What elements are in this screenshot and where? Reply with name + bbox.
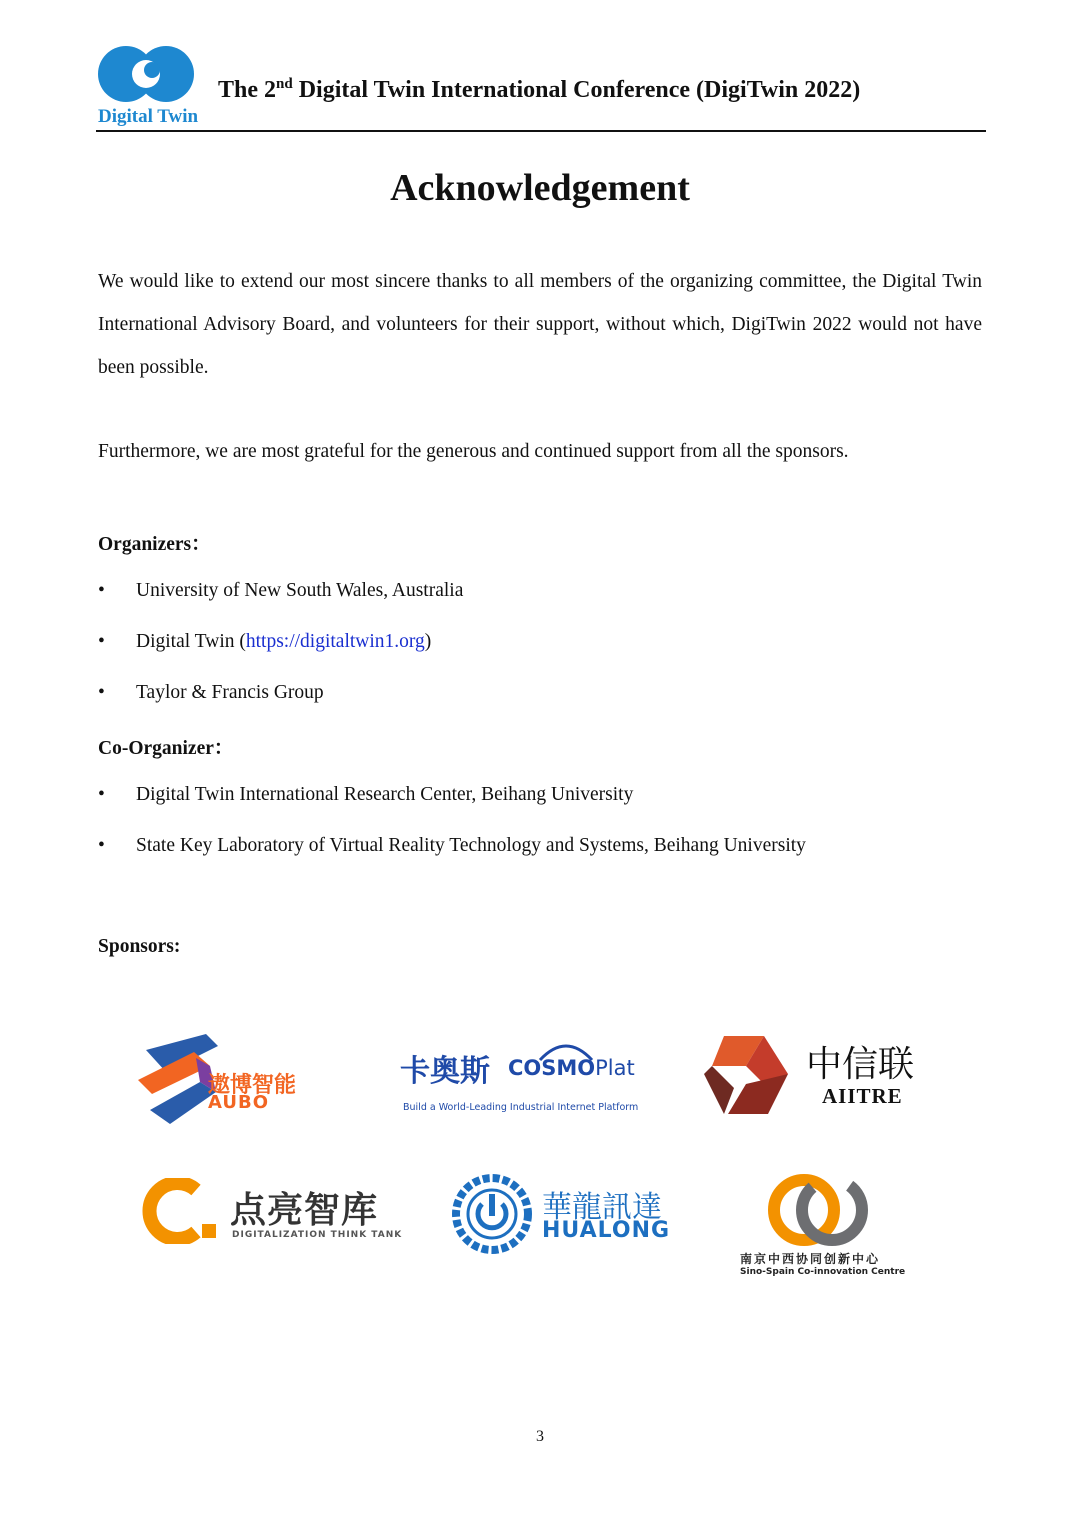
aiitre-logo — [704, 1036, 924, 1116]
sponsor-thanks-paragraph: Furthermore, we are most grateful for the generous and continued support from all the sponsors. — [98, 441, 849, 462]
hualong-mark-icon — [452, 1174, 532, 1254]
thanks-paragraph: We would like to extend our most sincere thanks to all members of the organizing committee, the Digital Twin International Advisory Board, and volunteers for their support, without which, DigiTwin 2022 would not have been possible. — [98, 271, 982, 378]
organizer-item-label: Digital Twin ( — [136, 631, 246, 652]
hualong-cn-text: 華龍訊達 — [542, 1190, 662, 1225]
aubo-cn-text: 遨博智能 — [208, 1073, 297, 1098]
dianliang-en-text: DIGITALIZATION THINK TANK — [232, 1230, 403, 1240]
digital-twin-logo-text: Digital Twin — [98, 106, 199, 127]
dianliang-cn-text: 点亮智库 — [230, 1190, 379, 1231]
cosmo-arc-icon — [536, 1038, 596, 1062]
page-number: 3 — [536, 1428, 544, 1445]
cosmoplat-logo — [400, 1038, 639, 1120]
conference-title — [218, 76, 860, 104]
bullet: • — [98, 784, 105, 805]
organizer-item — [98, 631, 431, 653]
organizer-item — [98, 682, 324, 704]
sinospain-logo — [736, 1172, 906, 1282]
organizer-item-label: University of New South Wales, Australia — [136, 580, 464, 601]
hualong-en-text: HUALONG — [542, 1218, 671, 1243]
digitaltwin-link[interactable]: https://digitaltwin1.org — [245, 631, 425, 652]
header-rule — [96, 130, 986, 132]
bullet: • — [98, 580, 105, 601]
sinospain-mark-icon — [766, 1172, 876, 1248]
dianliang-mark-icon — [136, 1178, 220, 1244]
organizer-item-label: Taylor & Francis Group — [136, 682, 324, 703]
aubo-logo — [136, 1032, 316, 1128]
cosmo-tagline: Build a World-Leading Industrial Internet Platform — [403, 1102, 639, 1113]
bullet: • — [98, 631, 105, 652]
sinospain-en-text: Sino-Spain Co-innovation Centre — [740, 1267, 906, 1277]
co-organizer-item-label: Digital Twin International Research Center, Beihang University — [136, 784, 634, 805]
co-organizer-item — [98, 835, 806, 857]
title-sup: nd — [276, 76, 293, 92]
aiitre-en-text: AIITRE — [822, 1084, 903, 1108]
aiitre-cn-text: 中信联 — [806, 1044, 915, 1085]
link-close-paren: ) — [424, 631, 432, 652]
aubo-en-text: AUBO — [208, 1092, 270, 1113]
co-organizer-title: Co-Organizer： — [98, 738, 234, 759]
digital-twin-logo — [96, 44, 206, 130]
co-organizer-item — [98, 784, 633, 806]
bullet: • — [98, 682, 105, 703]
cosmo-brand-a: COSMO — [508, 1056, 596, 1080]
organizers-title: Organizers： — [98, 534, 211, 555]
bullet: • — [98, 835, 105, 856]
aiitre-mark-icon — [704, 1036, 788, 1114]
dianliang-logo — [136, 1178, 408, 1248]
page-heading: Acknowledgement — [390, 167, 690, 209]
organizer-item — [98, 580, 463, 602]
sponsors-title: Sponsors: — [98, 936, 181, 957]
cosmo-brand-b: Plat — [595, 1056, 635, 1080]
co-organizer-item-label: State Key Laboratory of Virtual Reality Technology and Systems, Beihang University — [136, 835, 806, 856]
title-prefix: The 2 — [218, 77, 277, 103]
cosmo-cn-text: 卡奥斯 — [400, 1054, 490, 1089]
title-suffix: Digital Twin International Conference (DigiTwin 2022) — [292, 77, 861, 103]
hualong-logo — [452, 1174, 684, 1254]
sinospain-cn-text: 南京中西协同创新中心 — [740, 1252, 881, 1266]
